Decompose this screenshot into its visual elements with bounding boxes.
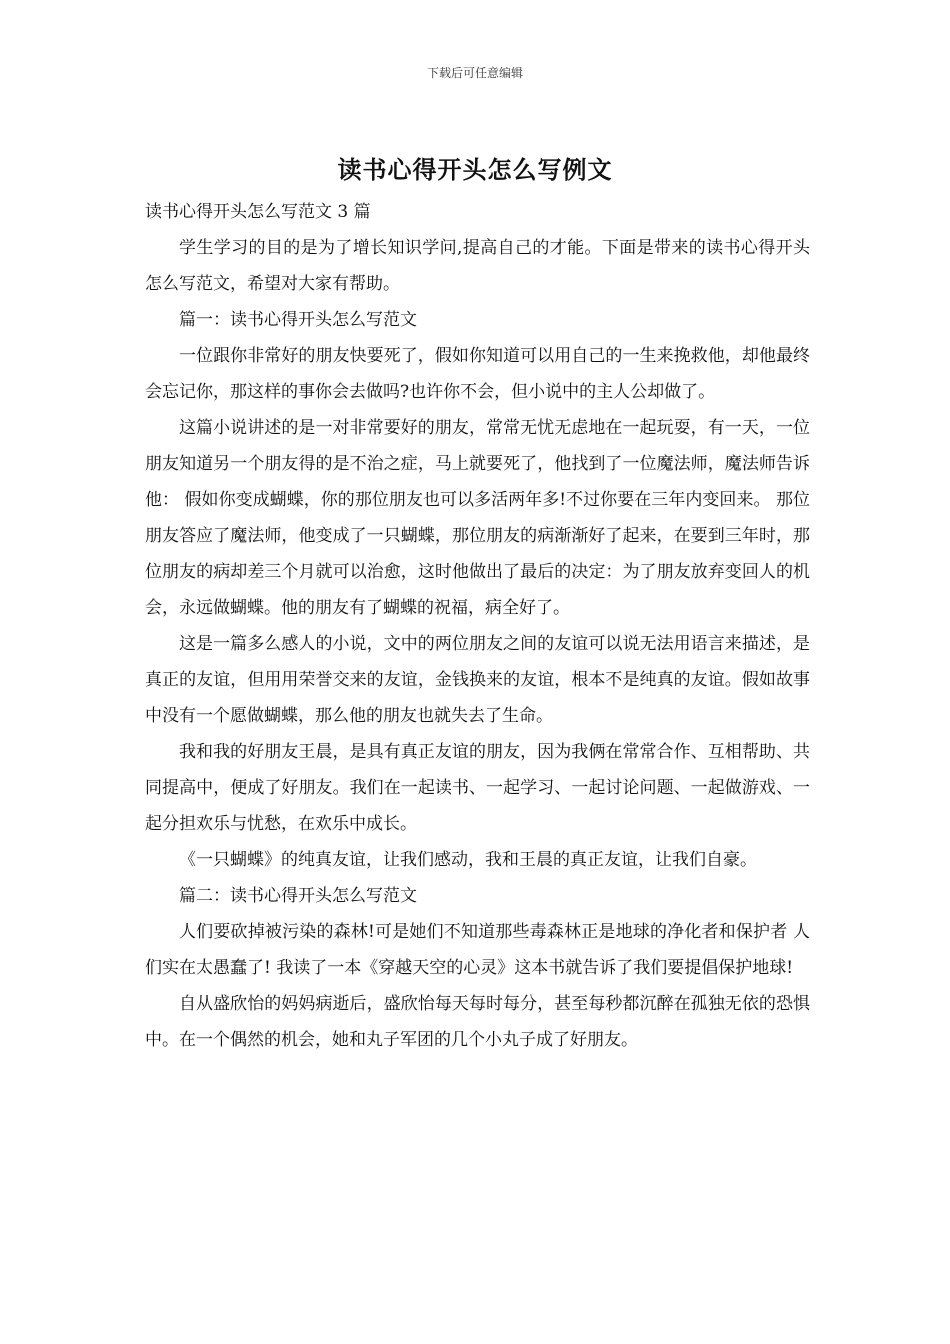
paragraph: 这是一篇多么感人的小说，文中的两位朋友之间的友谊可以说无法用语言来描述，是真正的友谊，但用用荣誉交来的友谊，金钱换来的友谊，根本不是纯真的友谊。假如故事中没有一个愿做蝴蝶，那么他的朋友也就失去了生命。 (145, 634, 810, 726)
document-subtitle: 读书心得开头怎么写范文 3 篇 (145, 202, 371, 222)
paragraph: 一位跟你非常好的朋友快要死了，假如你知道可以用自己的一生来挽救他，却他最终会忘记你，那这样的事你会去做吗?也许你不会，但小说中的主人公却做了。 (145, 346, 810, 402)
paragraph: 《一只蝴蝶》的纯真友谊，让我们感动，我和王晨的真正友谊，让我们自豪。 (179, 850, 757, 870)
section-heading-2: 篇二：读书心得开头怎么写范文 (179, 886, 417, 906)
paragraph: 这篇小说讲述的是一对非常要好的朋友，常常无忧无虑地在一起玩耍，有一天，一位朋友知道另一个朋友得的是不治之症，马上就要死了，他找到了一位魔法师，魔法师告诉他： 假如你变成蝴蝶，你的那位朋友也可以多活两年多!不过你要在三年内变回来。 那位朋友答应了魔法师，他变成了一只蝴蝶，那位朋友的病渐渐好了起来，在要到三年时，那位朋友的病却差三个月就可以治愈，这时他做出了最后的决定：为了朋友放弃变回人的机会，永远做蝴蝶。他的朋友有了蝴蝶的祝福，病全好了。 (145, 418, 810, 618)
paragraph: 人们要砍掉被污染的森林!可是她们不知道那些毒森林正是地球的净化者和保护者 人们实在太愚蠢了! 我读了一本《穿越天空的心灵》这本书就告诉了我们要提倡保护地球! (145, 922, 810, 978)
paragraph: 自从盛欣怡的妈妈病逝后，盛欣怡每天每时每分，甚至每秒都沉醉在孤独无依的恐惧中。在一个偶然的机会，她和丸子军团的几个小丸子成了好朋友。 (145, 994, 810, 1050)
section-heading-1: 篇一：读书心得开头怎么写范文 (179, 310, 417, 330)
document-title: 读书心得开头怎么写例文 (337, 155, 613, 184)
document-body (145, 194, 810, 1058)
paragraph-intro: 学生学习的目的是为了增长知识学问,提高自己的才能。下面是带来的读书心得开头怎么写范文，希望对大家有帮助。 (145, 238, 810, 294)
paragraph: 我和我的好朋友王晨，是具有真正友谊的朋友，因为我俩在常常合作、互相帮助、共同提高中，便成了好朋友。我们在一起读书、一起学习、一起讨论问题、一起做游戏、一起分担欢乐与忧愁，在欢乐中成长。 (145, 742, 810, 834)
page-header-note: 下载后可任意编辑 (426, 66, 523, 80)
